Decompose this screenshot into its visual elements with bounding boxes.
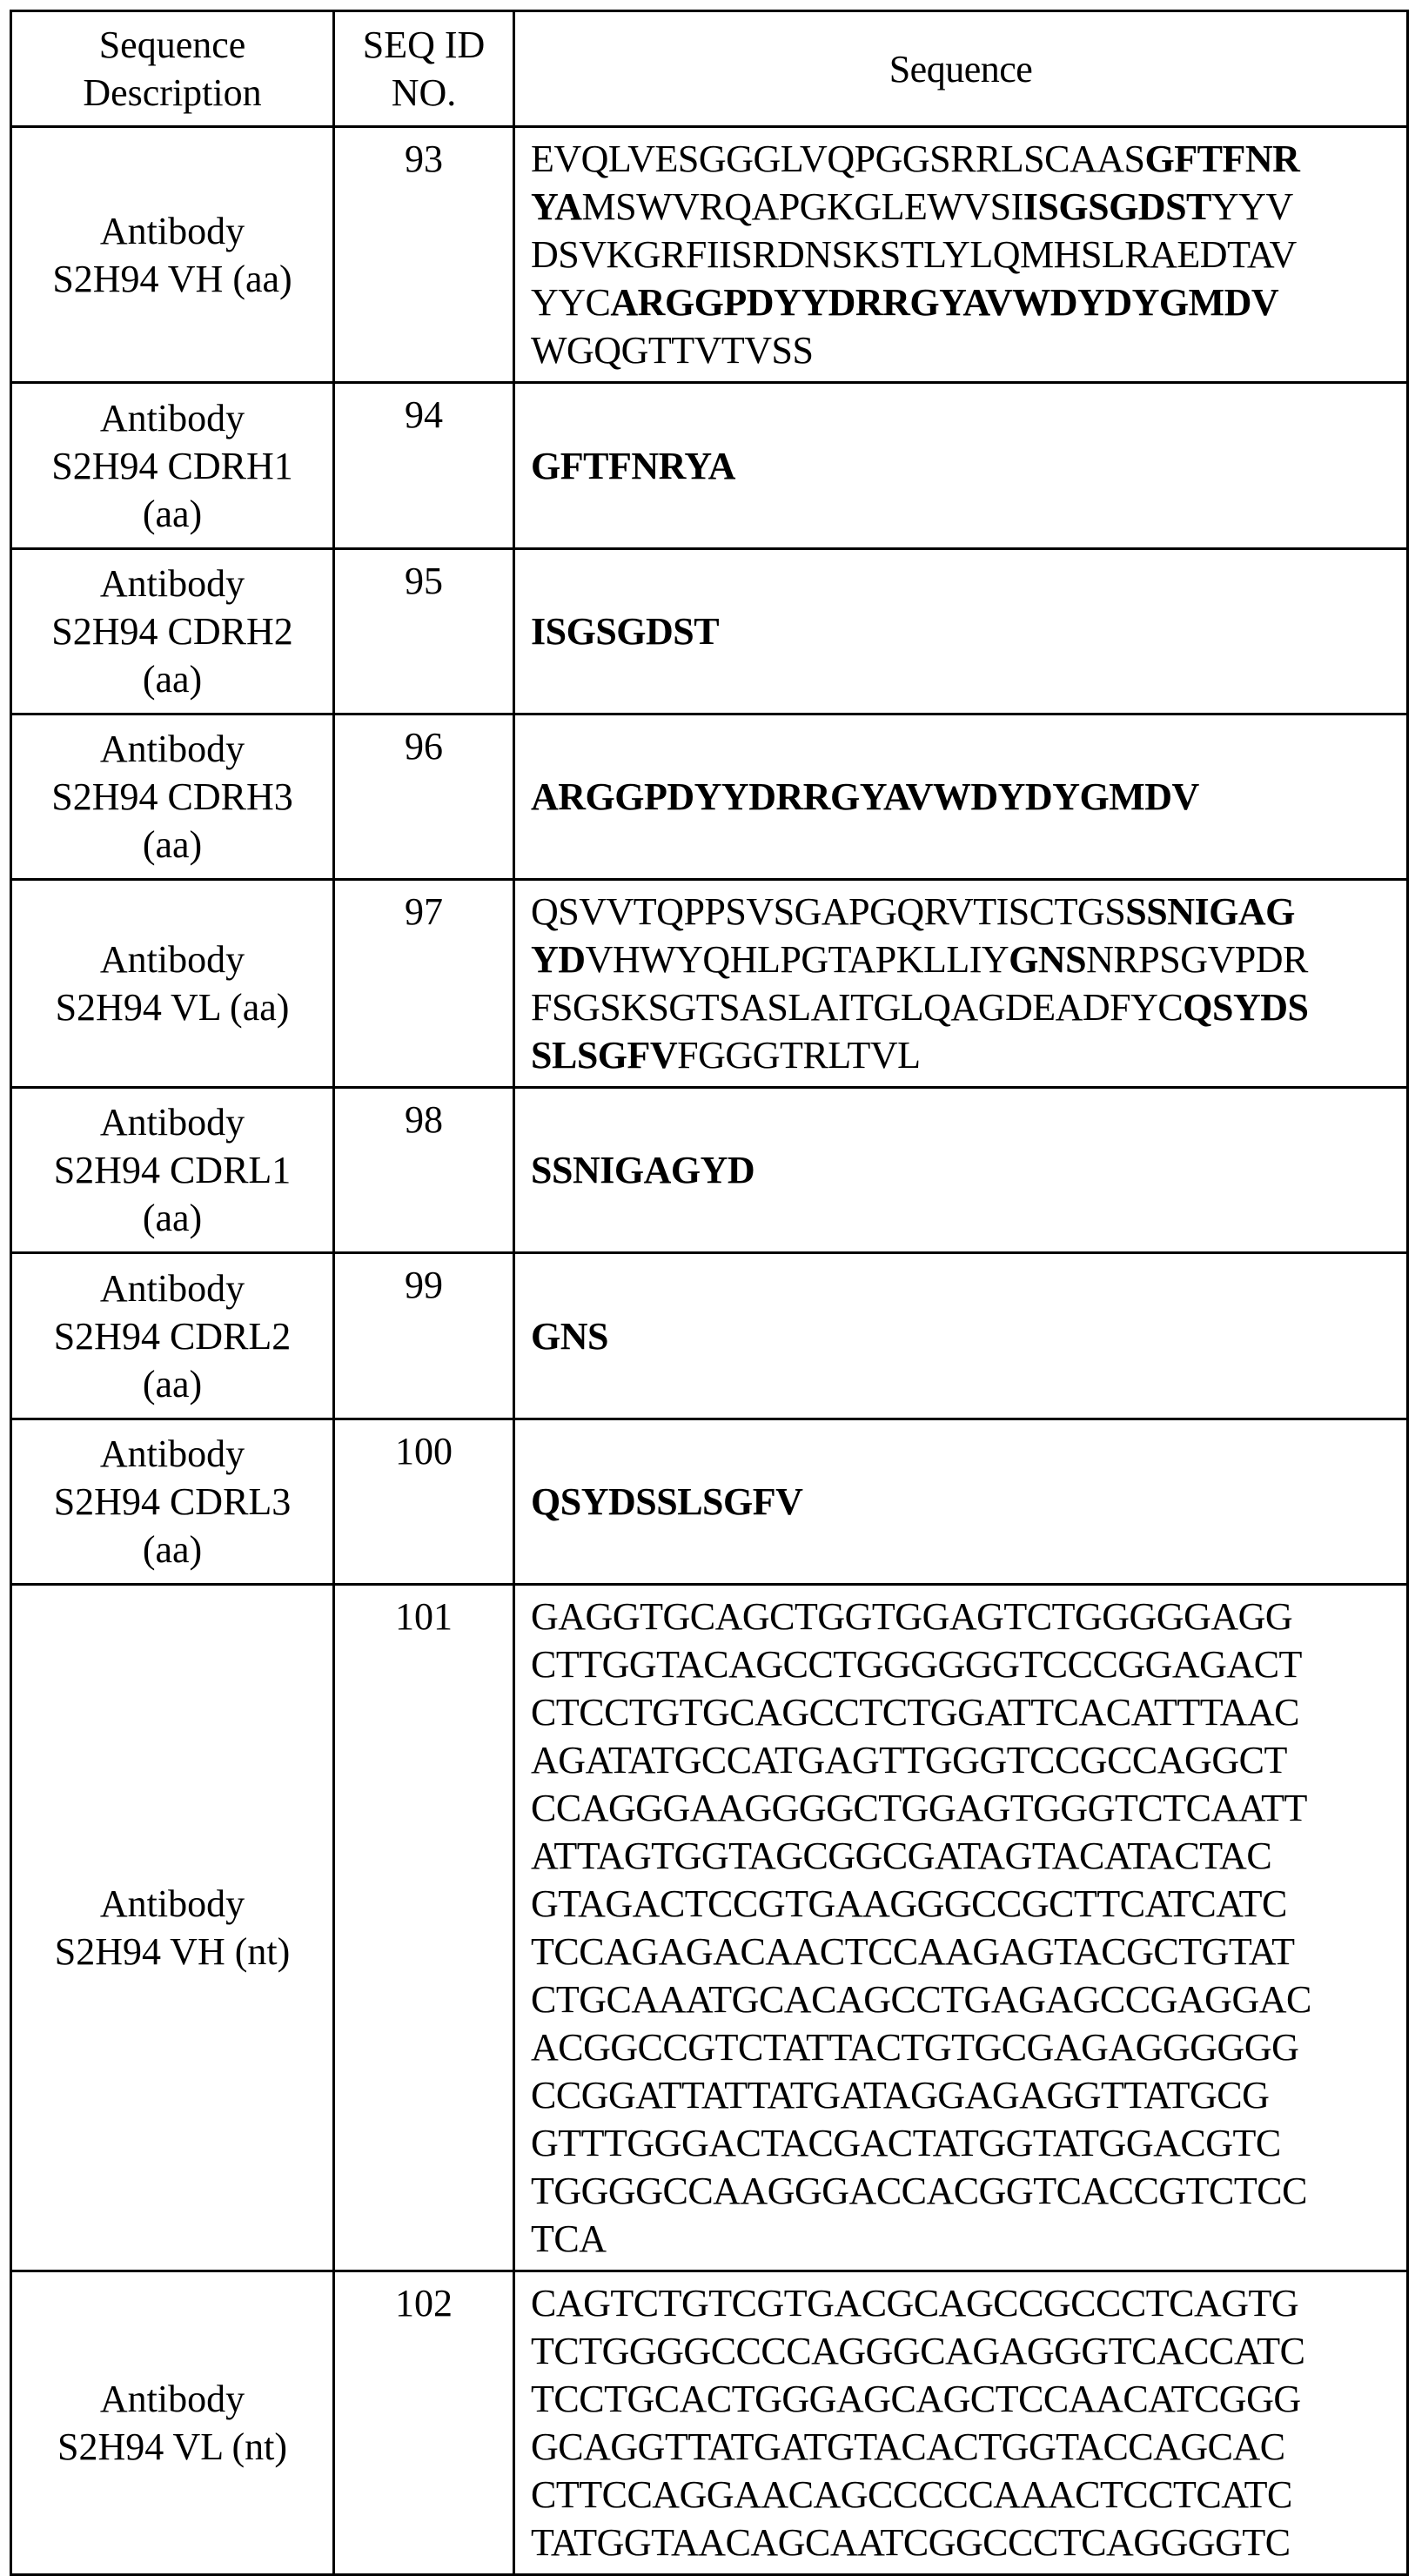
sequence-line bbox=[531, 183, 1391, 231]
description-line: (aa) bbox=[28, 1360, 317, 1408]
description-line: (aa) bbox=[28, 1194, 317, 1242]
sequence-segment: FGGGTRLTVL bbox=[677, 1034, 920, 1077]
sequence-line bbox=[531, 888, 1391, 936]
sequence-segment: TATGGTAACAGCAATCGGCCCTCAGGGGTC bbox=[531, 2521, 1291, 2564]
sequence-line bbox=[531, 2471, 1391, 2519]
sequence-line bbox=[531, 1312, 1391, 1360]
sequence-segment: TCCAGAGACAACTCCAAGAGTACGCTGTAT bbox=[531, 1930, 1295, 1973]
header-seq-id bbox=[334, 11, 514, 127]
sequence-segment: ATTAGTGGTAGCGGCGATAGTACATACTAC bbox=[531, 1835, 1271, 1877]
sequence-line bbox=[531, 2279, 1391, 2327]
sequence-cell bbox=[514, 714, 1408, 880]
sequence-line bbox=[531, 326, 1391, 374]
sequence-segment: YYV bbox=[1211, 185, 1293, 228]
header-seq-id-line: SEQ ID bbox=[351, 21, 497, 69]
cdr-segment: GFTFNR bbox=[1145, 138, 1300, 180]
sequence-line bbox=[531, 2167, 1391, 2215]
sequence-line bbox=[531, 983, 1391, 1031]
sequence-line bbox=[531, 1784, 1391, 1832]
sequence-line bbox=[531, 2119, 1391, 2167]
cdr-segment: QSYDS bbox=[1183, 986, 1308, 1029]
table-row bbox=[11, 383, 1408, 549]
header-description-line: Description bbox=[28, 69, 317, 117]
seq-id-number: 100 bbox=[334, 1419, 514, 1585]
description-line: S2H94 CDRL3 bbox=[28, 1478, 317, 1526]
sequence-segment: CAGTCTGTCGTGACGCAGCCGCCCTCAGTG bbox=[531, 2282, 1298, 2324]
description-line: Antibody bbox=[28, 1880, 317, 1928]
sequence-segment: GCAGGTTATGATGTACACTGGTACCAGCAC bbox=[531, 2425, 1285, 2468]
cdr-segment: ARGGPDYYDRRGYAVWDYDYGMDV bbox=[531, 775, 1199, 818]
sequence-description bbox=[11, 714, 334, 880]
sequence-line bbox=[531, 2215, 1391, 2263]
sequence-segment: TCTGGGGCCCCAGGGCAGAGGGTCACCATC bbox=[531, 2330, 1305, 2372]
sequence-line bbox=[531, 442, 1391, 490]
description-line: (aa) bbox=[28, 1526, 317, 1573]
seq-id-number: 94 bbox=[334, 383, 514, 549]
seq-id-number: 99 bbox=[334, 1253, 514, 1419]
sequence-description bbox=[11, 1253, 334, 1419]
cdr-segment: SLSGFV bbox=[531, 1034, 677, 1077]
sequence-line bbox=[531, 2423, 1391, 2471]
description-line: Antibody bbox=[28, 207, 317, 255]
description-line: Antibody bbox=[28, 2375, 317, 2423]
seq-id-number: 96 bbox=[334, 714, 514, 880]
cdr-segment: GFTFNRYA bbox=[531, 445, 735, 487]
header-sequence: Sequence bbox=[514, 11, 1408, 127]
sequence-segment: CTCCTGTGCAGCCTCTGGATTCACATTTAAC bbox=[531, 1691, 1299, 1734]
sequence-cell bbox=[514, 1253, 1408, 1419]
sequence-segment: MSWVRQAPGKGLEWVSI bbox=[582, 185, 1023, 228]
sequence-line bbox=[531, 1928, 1391, 1976]
description-line: Antibody bbox=[28, 394, 317, 442]
cdr-segment: YD bbox=[531, 938, 586, 981]
table-row bbox=[11, 880, 1408, 1088]
description-line: Antibody bbox=[28, 1265, 317, 1312]
sequence-segment: AGATATGCCATGAGTTGGGTCCGCCAGGCT bbox=[531, 1739, 1287, 1781]
cdr-segment: ARGGPDYYDRRGYAVWDYDYGMDV bbox=[610, 281, 1278, 324]
header-row bbox=[11, 11, 1408, 127]
sequence-description bbox=[11, 1585, 334, 2271]
cdr-segment: GNS bbox=[1009, 938, 1086, 981]
table-row bbox=[11, 1419, 1408, 1585]
sequence-line bbox=[531, 1688, 1391, 1736]
sequence-line bbox=[531, 1146, 1391, 1194]
description-line: (aa) bbox=[28, 821, 317, 869]
sequence-line bbox=[531, 1832, 1391, 1880]
description-line: Antibody bbox=[28, 1098, 317, 1146]
sequence-cell bbox=[514, 1088, 1408, 1253]
sequence-description bbox=[11, 383, 334, 549]
seq-id-number: 101 bbox=[334, 1585, 514, 2271]
sequence-line bbox=[531, 1880, 1391, 1928]
sequence-cell bbox=[514, 127, 1408, 383]
description-line: (aa) bbox=[28, 490, 317, 538]
sequence-segment: CCGGATTATTATGATAGGAGAGGTTATGCG bbox=[531, 2074, 1269, 2116]
sequence-line bbox=[531, 2519, 1391, 2566]
header-seq-id-line: NO. bbox=[351, 69, 497, 117]
sequence-cell bbox=[514, 549, 1408, 714]
cdr-segment: YA bbox=[531, 185, 582, 228]
sequence-segment: CTGCAAATGCACAGCCTGAGAGCCGAGGAC bbox=[531, 1978, 1311, 2021]
sequence-line bbox=[531, 1640, 1391, 1688]
sequence-segment: TCCTGCACTGGGAGCAGCTCCAACATCGGG bbox=[531, 2378, 1301, 2420]
sequence-segment: TCA bbox=[531, 2217, 607, 2260]
sequence-line bbox=[531, 1976, 1391, 2023]
sequence-line bbox=[531, 1031, 1391, 1079]
description-line: S2H94 VH (aa) bbox=[28, 255, 317, 303]
sequence-line bbox=[531, 2327, 1391, 2375]
sequence-segment: FSGSKSGTSASLAITGLQAGDEADFYC bbox=[531, 986, 1183, 1029]
sequence-table bbox=[10, 10, 1409, 2576]
sequence-segment: WGQGTTVTVSS bbox=[531, 329, 813, 372]
sequence-line bbox=[531, 1736, 1391, 1784]
cdr-segment: ISGSGDST bbox=[531, 610, 719, 653]
sequence-description bbox=[11, 2271, 334, 2575]
table-row bbox=[11, 127, 1408, 383]
header-description bbox=[11, 11, 334, 127]
sequence-cell bbox=[514, 2271, 1408, 2575]
sequence-segment: GTAGACTCCGTGAAGGGCCGCTTCATCATC bbox=[531, 1882, 1287, 1925]
sequence-line bbox=[531, 278, 1391, 326]
sequence-cell bbox=[514, 383, 1408, 549]
sequence-cell bbox=[514, 880, 1408, 1088]
sequence-line bbox=[531, 2375, 1391, 2423]
sequence-segment: GAGGTGCAGCTGGTGGAGTCTGGGGGAGG bbox=[531, 1595, 1292, 1638]
table-row bbox=[11, 1253, 1408, 1419]
description-line: Antibody bbox=[28, 1430, 317, 1478]
seq-id-number: 102 bbox=[334, 2271, 514, 2575]
sequence-segment: DSVKGRFIISRDNSKSTLYLQMHSLRAEDTAV bbox=[531, 233, 1297, 276]
seq-id-number: 93 bbox=[334, 127, 514, 383]
description-line: S2H94 CDRH2 bbox=[28, 607, 317, 655]
cdr-segment: SSNIGAG bbox=[1125, 890, 1295, 933]
sequence-segment: CTTGGTACAGCCTGGGGGGTCCCGGAGACT bbox=[531, 1643, 1302, 1686]
sequence-line bbox=[531, 231, 1391, 278]
cdr-segment: GNS bbox=[531, 1315, 608, 1358]
sequence-segment: TGGGGCCAAGGGACCACGGTCACCGTCTCC bbox=[531, 2170, 1307, 2212]
sequence-segment: NRPSGVPDR bbox=[1086, 938, 1308, 981]
description-line: S2H94 VL (aa) bbox=[28, 983, 317, 1031]
description-line: S2H94 CDRH1 bbox=[28, 442, 317, 490]
sequence-line bbox=[531, 2023, 1391, 2071]
description-line: S2H94 CDRL2 bbox=[28, 1312, 317, 1360]
table-row bbox=[11, 1088, 1408, 1253]
sequence-description bbox=[11, 549, 334, 714]
seq-id-number: 95 bbox=[334, 549, 514, 714]
description-line: Antibody bbox=[28, 560, 317, 607]
sequence-segment: YYC bbox=[531, 281, 610, 324]
seq-id-number: 98 bbox=[334, 1088, 514, 1253]
sequence-segment: CCAGGGAAGGGGCTGGAGTGGGTCTCAATT bbox=[531, 1787, 1307, 1829]
sequence-line bbox=[531, 773, 1391, 821]
sequence-line bbox=[531, 936, 1391, 983]
description-line: (aa) bbox=[28, 655, 317, 703]
sequence-line bbox=[531, 1478, 1391, 1526]
description-line: Antibody bbox=[28, 936, 317, 983]
sequence-description bbox=[11, 880, 334, 1088]
seq-id-number: 97 bbox=[334, 880, 514, 1088]
table-row bbox=[11, 1585, 1408, 2271]
sequence-line bbox=[531, 607, 1391, 655]
description-line: S2H94 CDRH3 bbox=[28, 773, 317, 821]
sequence-line bbox=[531, 1593, 1391, 1640]
sequence-segment: GTTTGGGACTACGACTATGGTATGGACGTC bbox=[531, 2122, 1281, 2164]
sequence-line bbox=[531, 135, 1391, 183]
description-line: S2H94 CDRL1 bbox=[28, 1146, 317, 1194]
description-line: Antibody bbox=[28, 725, 317, 773]
sequence-segment: CTTCCAGGAACAGCCCCCAAACTCCTCATC bbox=[531, 2473, 1292, 2516]
sequence-description bbox=[11, 1088, 334, 1253]
sequence-description bbox=[11, 127, 334, 383]
cdr-segment: ISGSGDST bbox=[1023, 185, 1211, 228]
sequence-segment: QSVVTQPPSVSGAPGQRVTISCTGS bbox=[531, 890, 1125, 933]
sequence-cell bbox=[514, 1419, 1408, 1585]
sequence-cell bbox=[514, 1585, 1408, 2271]
header-description-line: Sequence bbox=[28, 21, 317, 69]
sequence-segment: VHWYQHLPGTAPKLLIY bbox=[586, 938, 1009, 981]
sequence-segment: EVQLVESGGGLVQPGGSRRLSCAAS bbox=[531, 138, 1145, 180]
sequence-line bbox=[531, 2071, 1391, 2119]
table-row bbox=[11, 549, 1408, 714]
table-row bbox=[11, 714, 1408, 880]
description-line: S2H94 VL (nt) bbox=[28, 2423, 317, 2471]
cdr-segment: QSYDSSLSGFV bbox=[531, 1480, 802, 1523]
sequence-segment: ACGGCCGTCTATTACTGTGCGAGAGGGGGG bbox=[531, 2026, 1298, 2069]
sequence-description bbox=[11, 1419, 334, 1585]
cdr-segment: SSNIGAGYD bbox=[531, 1149, 754, 1191]
description-line: S2H94 VH (nt) bbox=[28, 1928, 317, 1976]
table-row bbox=[11, 2271, 1408, 2575]
